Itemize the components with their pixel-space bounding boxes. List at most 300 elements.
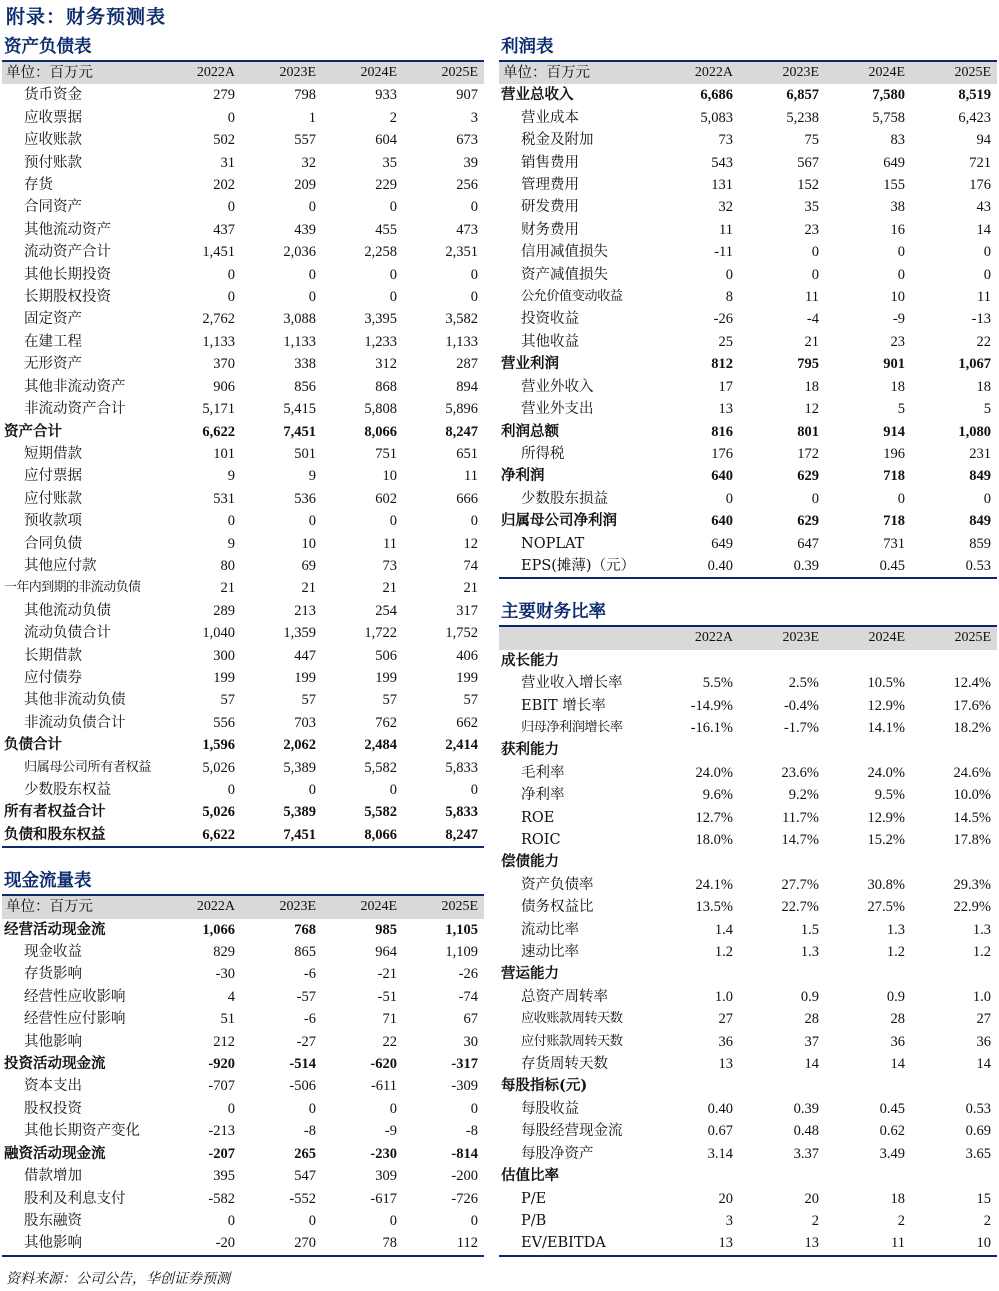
cell-value: 0 bbox=[308, 199, 316, 216]
year-header: 2025E bbox=[403, 62, 484, 84]
cell-value: 21 bbox=[804, 333, 819, 350]
row-label: 总资产周转率 bbox=[521, 988, 608, 1005]
cell-value: 24.0% bbox=[867, 764, 905, 781]
row-label: 其他应付款 bbox=[24, 557, 97, 574]
cell-value: 5,389 bbox=[283, 804, 316, 821]
cell-value: 751 bbox=[375, 445, 397, 462]
cell-value: 0 bbox=[897, 266, 905, 283]
cell-value: 14 bbox=[804, 1056, 819, 1073]
cell-value: 543 bbox=[711, 154, 733, 171]
cell-value: 437 bbox=[213, 221, 235, 238]
cell-value: 0 bbox=[470, 1100, 478, 1117]
cell-value: 9.5% bbox=[874, 787, 905, 804]
cell-value: 1,133 bbox=[283, 333, 316, 350]
cell-value: 9 bbox=[308, 468, 316, 485]
table-row bbox=[2, 84, 484, 106]
table-row bbox=[499, 353, 997, 375]
cell-value: 36 bbox=[890, 1033, 905, 1050]
row-label: 每股经营现金流 bbox=[521, 1123, 623, 1140]
row-label: 其他长期资产变化 bbox=[24, 1123, 140, 1140]
table-row bbox=[2, 824, 484, 847]
year-header: 2022A bbox=[160, 62, 241, 84]
table-row bbox=[499, 874, 997, 896]
category-row bbox=[499, 739, 997, 761]
cell-value: 3,088 bbox=[283, 311, 316, 328]
cell-value: -213 bbox=[208, 1123, 235, 1140]
cell-value: 0.40 bbox=[707, 1100, 733, 1117]
table-row bbox=[499, 717, 997, 739]
table-row bbox=[2, 1008, 484, 1030]
row-label: 预付账款 bbox=[24, 154, 82, 171]
cell-value bbox=[911, 739, 997, 761]
cell-value: 8,066 bbox=[364, 423, 397, 440]
cell-value: 5.5% bbox=[702, 675, 733, 692]
cell-value: 865 bbox=[294, 944, 316, 961]
table-row bbox=[2, 174, 484, 196]
cell-value: 5,582 bbox=[364, 759, 397, 776]
cell-value: 28 bbox=[804, 1011, 819, 1028]
cell-value: 2,484 bbox=[364, 737, 397, 754]
balance-sheet-table bbox=[2, 62, 484, 848]
row-label: 其他收益 bbox=[521, 333, 579, 350]
cell-value: 317 bbox=[456, 602, 478, 619]
row-label: 经营性应付影响 bbox=[24, 1011, 126, 1028]
row-label: 预收款项 bbox=[24, 513, 82, 530]
cell-value: 196 bbox=[883, 445, 905, 462]
cell-value bbox=[653, 1075, 739, 1097]
cell-value: 0 bbox=[227, 513, 235, 530]
table-row bbox=[2, 398, 484, 420]
cell-value: 289 bbox=[213, 602, 235, 619]
row-label: 归属母公司净利润 bbox=[501, 512, 617, 530]
cell-value: 13 bbox=[718, 401, 733, 418]
row-label: 资产减值损失 bbox=[521, 266, 608, 283]
row-label: 一年内到期的非流动负债 bbox=[4, 580, 141, 596]
cell-value: 23.6% bbox=[781, 764, 819, 781]
table-row bbox=[2, 1165, 484, 1187]
cell-value: 176 bbox=[711, 445, 733, 462]
row-label: 货币资金 bbox=[24, 87, 82, 104]
cell-value: 933 bbox=[375, 87, 397, 104]
cell-value bbox=[739, 1075, 825, 1097]
balance-sheet-title: 资产负债表 bbox=[2, 34, 484, 62]
cell-value: 5,808 bbox=[364, 401, 397, 418]
table-row bbox=[499, 1120, 997, 1142]
cell-value: 11 bbox=[719, 221, 733, 238]
table-row bbox=[2, 963, 484, 985]
cell-value: 112 bbox=[456, 1235, 478, 1252]
cell-value: 718 bbox=[883, 468, 905, 485]
cell-value: 2,351 bbox=[445, 244, 478, 261]
table-row bbox=[499, 264, 997, 286]
cell-value: 12 bbox=[804, 401, 819, 418]
row-label: 经营活动现金流 bbox=[4, 920, 106, 938]
cell-value: -230 bbox=[370, 1145, 397, 1162]
cell-value: 0 bbox=[389, 266, 397, 283]
cell-value: -611 bbox=[370, 1078, 397, 1095]
cell-value: 0 bbox=[227, 266, 235, 283]
cell-value: 338 bbox=[294, 356, 316, 373]
table-row bbox=[499, 829, 997, 851]
cell-value: 640 bbox=[711, 513, 733, 530]
year-header: 2023E bbox=[241, 896, 322, 918]
row-label: EV/EBITDA bbox=[521, 1235, 606, 1252]
cell-value: 762 bbox=[375, 714, 397, 731]
table-row bbox=[2, 465, 484, 487]
cell-value: 0.62 bbox=[879, 1123, 905, 1140]
cell-value: 73 bbox=[718, 132, 733, 149]
cell-value: 0 bbox=[227, 782, 235, 798]
cell-value: 43 bbox=[976, 199, 991, 216]
row-label: 估值比率 bbox=[501, 1167, 559, 1185]
cell-value: 14.7% bbox=[781, 832, 819, 848]
cell-value: 0.40 bbox=[707, 557, 733, 574]
table-row bbox=[499, 443, 997, 465]
row-label: 其他长期投资 bbox=[24, 266, 111, 283]
cell-value: 640 bbox=[711, 468, 733, 485]
year-header: 2024E bbox=[322, 896, 403, 918]
cell-value: -13 bbox=[971, 311, 991, 328]
row-label: P/B bbox=[521, 1212, 547, 1229]
row-label: 营业外支出 bbox=[521, 401, 594, 418]
cell-value: -16.1% bbox=[690, 719, 733, 736]
table-row bbox=[499, 941, 997, 963]
cell-value: 20 bbox=[804, 1190, 819, 1207]
table-header-row bbox=[2, 896, 484, 918]
cell-value: 816 bbox=[711, 423, 733, 440]
table-row bbox=[499, 510, 997, 532]
table-row bbox=[2, 734, 484, 756]
row-label: 负债合计 bbox=[4, 736, 62, 754]
cell-value: -0.4% bbox=[783, 697, 819, 714]
table-row bbox=[2, 376, 484, 398]
cell-value: -514 bbox=[289, 1056, 316, 1073]
row-label: 负债和股东权益 bbox=[4, 825, 106, 843]
year-header: 2025E bbox=[911, 627, 997, 649]
cell-value: 29.3% bbox=[953, 876, 991, 893]
cell-value bbox=[653, 739, 739, 761]
cell-value: 0.53 bbox=[965, 1100, 991, 1117]
cell-value bbox=[911, 1075, 997, 1097]
cell-value: 0 bbox=[725, 490, 733, 507]
cell-value: 5,833 bbox=[445, 804, 478, 821]
table-row bbox=[2, 286, 484, 308]
cell-value: 798 bbox=[294, 87, 316, 104]
row-label: 少数股东损益 bbox=[521, 490, 608, 507]
cell-value: 1,040 bbox=[202, 625, 235, 642]
row-label: 少数股东权益 bbox=[24, 782, 111, 798]
cell-value: 0 bbox=[227, 289, 235, 306]
category-row bbox=[499, 650, 997, 672]
cell-value: 21 bbox=[382, 580, 397, 597]
cell-value: 1.2 bbox=[972, 944, 991, 961]
cell-value: 2,414 bbox=[445, 737, 478, 754]
row-label: 合同负债 bbox=[24, 535, 82, 552]
table-row bbox=[2, 986, 484, 1008]
cell-value: 1.0 bbox=[714, 988, 733, 1005]
cell-value: -1.7% bbox=[783, 719, 819, 736]
table-row bbox=[2, 645, 484, 667]
table-row bbox=[2, 1031, 484, 1053]
row-label: 研发费用 bbox=[521, 199, 579, 216]
cell-value: 2,762 bbox=[202, 311, 235, 328]
table-row bbox=[2, 308, 484, 330]
page-title: 附录：财务预测表 bbox=[6, 6, 167, 28]
table-row bbox=[2, 1098, 484, 1120]
cell-value: 0 bbox=[389, 782, 397, 798]
row-label: 其他影响 bbox=[24, 1235, 82, 1252]
cell-value: 11.7% bbox=[782, 809, 819, 826]
cell-value: 9.2% bbox=[788, 787, 819, 804]
cell-value: 265 bbox=[294, 1145, 316, 1162]
cash-flow-table bbox=[2, 896, 484, 1257]
cell-value: 35 bbox=[804, 199, 819, 216]
table-row bbox=[2, 196, 484, 218]
cell-value: 0 bbox=[308, 1100, 316, 1117]
cell-value: 8,519 bbox=[958, 87, 991, 104]
right-column bbox=[499, 34, 997, 1257]
cell-value: 666 bbox=[456, 490, 478, 507]
table-row bbox=[2, 488, 484, 510]
cell-value: 17.8% bbox=[953, 832, 991, 848]
cell-value: -4 bbox=[806, 311, 819, 328]
cell-value: -814 bbox=[451, 1145, 478, 1162]
cell-value: 21 bbox=[220, 580, 235, 597]
table-row bbox=[499, 807, 997, 829]
cell-value: 51 bbox=[220, 1011, 235, 1028]
cell-value bbox=[911, 963, 997, 985]
cash-flow-title: 现金流量表 bbox=[2, 868, 484, 896]
year-header: 2024E bbox=[322, 62, 403, 84]
cell-value: 10.0% bbox=[953, 787, 991, 804]
cell-value: 849 bbox=[969, 468, 991, 485]
cell-value: 5,758 bbox=[872, 109, 905, 126]
cell-value: 859 bbox=[969, 535, 991, 552]
cell-value: 231 bbox=[969, 445, 991, 462]
table-row bbox=[2, 801, 484, 823]
cell-value: 75 bbox=[804, 132, 819, 149]
cell-value: 10 bbox=[976, 1235, 991, 1252]
row-label: 其他流动资产 bbox=[24, 221, 111, 238]
cell-value: 0 bbox=[725, 266, 733, 283]
category-row bbox=[499, 1165, 997, 1187]
table-row bbox=[499, 308, 997, 330]
cell-value: 647 bbox=[797, 535, 819, 552]
table-row bbox=[2, 331, 484, 353]
cell-value: 12.9% bbox=[867, 809, 905, 826]
cell-value: 5,896 bbox=[445, 401, 478, 418]
cell-value: 7,451 bbox=[283, 423, 316, 440]
cell-value: -30 bbox=[215, 966, 235, 983]
cell-value: 8 bbox=[725, 289, 733, 306]
table-row bbox=[2, 689, 484, 711]
cell-value: 24.0% bbox=[695, 764, 733, 781]
row-label: 其他非流动资产 bbox=[24, 378, 126, 395]
cell-value: 5,833 bbox=[445, 759, 478, 776]
cell-value: 74 bbox=[463, 557, 478, 574]
cell-value: 673 bbox=[456, 132, 478, 149]
category-row bbox=[499, 1075, 997, 1097]
year-header: 2022A bbox=[653, 62, 739, 84]
cell-value: 0.9 bbox=[886, 988, 905, 1005]
cell-value: 894 bbox=[456, 378, 478, 395]
cell-value: 1.3 bbox=[972, 921, 991, 938]
cell-value: -920 bbox=[208, 1056, 235, 1073]
table-row bbox=[2, 1053, 484, 1075]
cell-value: 0 bbox=[897, 490, 905, 507]
cell-value: 868 bbox=[375, 378, 397, 395]
cell-value: 964 bbox=[375, 944, 397, 961]
table-row bbox=[2, 779, 484, 801]
cell-value: 21 bbox=[463, 580, 478, 597]
cell-value: 473 bbox=[456, 221, 478, 238]
cell-value: 395 bbox=[213, 1168, 235, 1185]
cell-value: 9 bbox=[227, 468, 235, 485]
cell-value: 0 bbox=[227, 1100, 235, 1117]
table-row bbox=[2, 919, 484, 941]
row-label: ROIC bbox=[521, 832, 561, 848]
table-row bbox=[2, 577, 484, 599]
cell-value: 5 bbox=[897, 401, 905, 418]
year-header: 2025E bbox=[403, 896, 484, 918]
table-row bbox=[499, 107, 997, 129]
row-label: 存货周转天数 bbox=[521, 1056, 608, 1073]
cell-value: 0.48 bbox=[793, 1123, 819, 1140]
cell-value: 651 bbox=[456, 445, 478, 462]
cell-value bbox=[739, 1165, 825, 1187]
cell-value bbox=[911, 851, 997, 873]
table-row bbox=[2, 152, 484, 174]
table-row bbox=[499, 129, 997, 151]
cell-value: 649 bbox=[883, 154, 905, 171]
cell-value: 270 bbox=[294, 1235, 316, 1252]
cell-value: -74 bbox=[458, 988, 478, 1005]
row-label: 净利润 bbox=[501, 467, 545, 485]
cell-value: 83 bbox=[890, 132, 905, 149]
unit-label: 单位：百万元 bbox=[499, 62, 653, 84]
cell-value: 703 bbox=[294, 714, 316, 731]
year-header: 2024E bbox=[825, 627, 911, 649]
cell-value: 649 bbox=[711, 535, 733, 552]
cell-value: 309 bbox=[375, 1168, 397, 1185]
cell-value: 1.4 bbox=[714, 921, 733, 938]
table-row bbox=[499, 286, 997, 308]
cell-value: 1,752 bbox=[445, 625, 478, 642]
row-label: 应付账款周转天数 bbox=[521, 1033, 623, 1049]
cell-value: 22.9% bbox=[953, 899, 991, 916]
row-label: 股权投资 bbox=[24, 1100, 82, 1117]
cell-value: 1,359 bbox=[283, 625, 316, 642]
cell-value: 795 bbox=[797, 356, 819, 373]
cell-value: 731 bbox=[883, 535, 905, 552]
table-row bbox=[2, 421, 484, 443]
table-row bbox=[499, 241, 997, 263]
cell-value: -57 bbox=[296, 988, 316, 1005]
cell-value: 536 bbox=[294, 490, 316, 507]
row-label: 所有者权益合计 bbox=[4, 803, 106, 821]
cell-value: -20 bbox=[215, 1235, 235, 1252]
cell-value: 256 bbox=[456, 177, 478, 194]
row-label: ROE bbox=[521, 809, 555, 826]
row-label: 股利及利息支付 bbox=[24, 1190, 126, 1207]
cell-value: 18 bbox=[890, 1190, 905, 1207]
cell-value: 2 bbox=[983, 1212, 991, 1229]
cell-value: 21 bbox=[301, 580, 316, 597]
cell-value bbox=[739, 739, 825, 761]
table-row bbox=[2, 129, 484, 151]
table-row bbox=[499, 1053, 997, 1075]
cell-value: 0 bbox=[811, 490, 819, 507]
row-label: 应付账款 bbox=[24, 490, 82, 507]
cell-value: 5,083 bbox=[700, 109, 733, 126]
cell-value: 3,395 bbox=[364, 311, 397, 328]
row-label: 每股收益 bbox=[521, 1100, 579, 1117]
cell-value: 1 bbox=[308, 109, 316, 126]
cell-value: 812 bbox=[711, 356, 733, 373]
table-row bbox=[2, 219, 484, 241]
cell-value: 0 bbox=[308, 513, 316, 530]
cell-value: 0.39 bbox=[793, 557, 819, 574]
unit-label: 单位：百万元 bbox=[2, 896, 160, 918]
cell-value: 14.1% bbox=[867, 719, 905, 736]
row-label: 营运能力 bbox=[501, 965, 559, 983]
cell-value: 11 bbox=[977, 289, 991, 306]
table-row bbox=[499, 896, 997, 918]
cell-value: 22 bbox=[976, 333, 991, 350]
row-label: 短期借款 bbox=[24, 445, 82, 462]
cell-value: 0 bbox=[470, 199, 478, 216]
cell-value: 1,133 bbox=[445, 333, 478, 350]
cell-value: 0.45 bbox=[879, 557, 905, 574]
cell-value: 8,247 bbox=[445, 423, 478, 440]
cell-value: 3.49 bbox=[879, 1145, 905, 1162]
row-label: 经营性应收影响 bbox=[24, 988, 126, 1005]
cell-value: 8,066 bbox=[364, 826, 397, 843]
cell-value: -9 bbox=[892, 311, 905, 328]
cell-value: 24.1% bbox=[695, 876, 733, 893]
cell-value: 768 bbox=[294, 921, 316, 938]
table-row bbox=[2, 622, 484, 644]
cell-value: 602 bbox=[375, 490, 397, 507]
cell-value: 856 bbox=[294, 378, 316, 395]
year-header: 2023E bbox=[739, 62, 825, 84]
cell-value: 36 bbox=[976, 1033, 991, 1050]
cell-value: -582 bbox=[208, 1190, 235, 1207]
cell-value: 7,580 bbox=[872, 87, 905, 104]
cell-value: 0 bbox=[308, 266, 316, 283]
row-label: 营业收入增长率 bbox=[521, 675, 623, 692]
cell-value: 901 bbox=[883, 356, 905, 373]
cell-value: 6,622 bbox=[202, 423, 235, 440]
cell-value: -8 bbox=[303, 1123, 316, 1140]
cell-value: 35 bbox=[382, 154, 397, 171]
cell-value: 455 bbox=[375, 221, 397, 238]
cell-value: 11 bbox=[891, 1235, 905, 1252]
cell-value: 14.5% bbox=[953, 809, 991, 826]
cell-value: 6,423 bbox=[958, 109, 991, 126]
table-row bbox=[499, 174, 997, 196]
cell-value: 13 bbox=[718, 1235, 733, 1252]
row-label: 长期股权投资 bbox=[24, 289, 111, 306]
cell-value: 2 bbox=[897, 1212, 905, 1229]
cell-value: 15 bbox=[976, 1190, 991, 1207]
cell-value: -552 bbox=[289, 1190, 316, 1207]
row-label: 利润总额 bbox=[501, 422, 559, 440]
row-label: 毛利率 bbox=[521, 764, 565, 781]
cell-value: 27 bbox=[718, 1011, 733, 1028]
cell-value: 0 bbox=[227, 109, 235, 126]
cell-value: 0 bbox=[811, 244, 819, 261]
